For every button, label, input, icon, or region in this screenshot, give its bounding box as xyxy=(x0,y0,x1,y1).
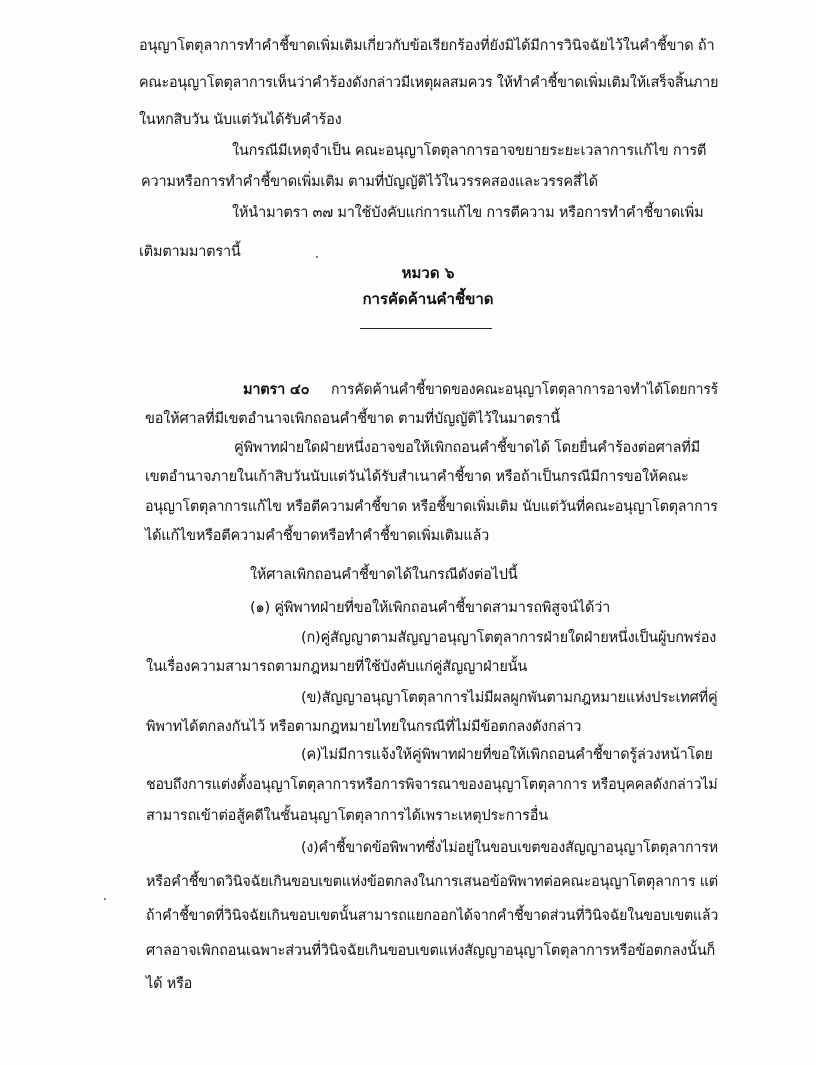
text-line: ได้แก้ไขหรือตีความคำชี้ขาดหรือทำคำชี้ขาดเพิ่มเติมแล้ว xyxy=(145,528,490,544)
text-line: ได้ หรือ xyxy=(146,976,193,992)
text-line: ศาลอาจเพิกถอนเฉพาะส่วนที่วินิจฉัยเกินขอบเขตแห่งสัญญาอนุญาโตตุลาการหรือข้อตกลงนั้นก็ xyxy=(146,943,716,959)
text-line: ในเรื่องความสามารถตามกฎหมายที่ใช้บังคับแก่คู่สัญญาฝ่ายนั้น xyxy=(146,659,528,675)
text-line: ให้นำมาตรา ๓๗ มาใช้บังคับแก่การแก้ไข การตีความ หรือการทำคำชี้ขาดเพิ่ม xyxy=(232,205,704,221)
text-line: เขตอำนาจภายในเก้าสิบวันนับแต่วันได้รับสำเนาคำชี้ขาด หรือถ้าเป็นกรณีมีการขอให้คณะ xyxy=(145,469,689,485)
text-line: การคัดค้านคำชี้ขาดของคณะอนุญาโตตุลาการอาจทำได้โดยการร้ xyxy=(331,382,719,398)
text-line: ความหรือการทำคำชี้ขาดเพิ่มเติม ตามที่บัญญัติไว้ในวรรคสองและวรรคสี่ได้ xyxy=(141,174,598,190)
text-line: อนุญาโตตุลาการแก้ไข หรือตีความคำชี้ขาด หรือชี้ขาดเพิ่มเติม นับแต่วันที่คณะอนุญาโตตุลาการ xyxy=(145,499,718,515)
text-line: คู่พิพาทฝ่ายใดฝ่ายหนึ่งอาจขอให้เพิกถอนคำชี้ขาดได้ โดยยื่นคำร้องต่อศาลที่มี xyxy=(234,440,701,456)
text-line: หรือคำชี้ขาดวินิจฉัยเกินขอบเขตแห่งข้อตกลงในการเสนอข้อพิพาทต่อคณะอนุญาโตตุลาการ แต่ xyxy=(146,874,718,890)
section-label: มาตรา ๔๐ xyxy=(243,382,310,398)
text-line: ถ้าคำชี้ขาดที่วินิจฉัยเกินขอบเขตนั้นสามารถแยกออกได้จากคำชี้ขาดส่วนที่วินิจฉัยในขอบเขตแล้ว xyxy=(146,908,719,924)
text-line: (ก)คู่สัญญาตามสัญญาอนุญาโตตุลาการฝ่ายใดฝ่ายหนึ่งเป็นผู้บกพร่อง xyxy=(301,630,717,646)
text-line: คณะอนุญาโตตุลาการเห็นว่าคำร้องดังกล่าวมีเหตุผลสมควร ให้ทำคำชี้ขาดเพิ่มเติมให้เสร็จสิ้นภาย xyxy=(139,75,719,91)
scan-speck xyxy=(104,898,106,900)
text-line: สามารถเข้าต่อสู้คดีในชั้นอนุญาโตตุลาการได้เพราะเหตุประการอื่น xyxy=(146,808,548,824)
text-line: ชอบถึงการแต่งตั้งอนุญาโตตุลาการหรือการพิจารณาของอนุญาโตตุลาการ หรือบุคคลดังกล่าวไม่ xyxy=(146,777,718,793)
text-line: เติมตามมาตรานี้ xyxy=(139,244,241,260)
chapter-title: การคัดค้านคำชี้ขาด xyxy=(362,290,494,308)
text-line: (๑) คู่พิพาทฝ่ายที่ขอให้เพิกถอนคำชี้ขาดสามารถพิสูจน์ได้ว่า xyxy=(250,600,611,616)
text-line: ในหกสิบวัน นับแต่วันได้รับคำร้อง xyxy=(139,112,342,128)
heading-divider xyxy=(360,328,492,329)
text-line: (ข)สัญญาอนุญาโตตุลาการไม่มีผลผูกพันตามกฎหมายแห่งประเทศที่คู่ xyxy=(301,690,718,706)
text-line: พิพาทได้ตกลงกันไว้ หรือตามกฎหมายไทยในกรณีที่ไม่มีข้อตกลงดังกล่าว xyxy=(146,719,582,735)
text-line: ให้ศาลเพิกถอนคำชี้ขาดได้ในกรณีดังต่อไปนี้ xyxy=(250,567,518,583)
scan-speck xyxy=(316,256,318,258)
text-line: (ง)คำชี้ขาดข้อพิพาทซึ่งไม่อยู่ในขอบเขตของสัญญาอนุญาโตตุลาการห xyxy=(301,840,718,856)
text-line: ขอให้ศาลที่มีเขตอำนาจเพิกถอนคำชี้ขาด ตามที่บัญญัติไว้ในมาตรานี้ xyxy=(145,411,560,427)
text-line: ในกรณีมีเหตุจำเป็น คณะอนุญาโตตุลาการอาจขยายระยะเวลาการแก้ไข การตี xyxy=(232,143,707,159)
text-line: อนุญาโตตุลาการทำคำชี้ขาดเพิ่มเติมเกี่ยวกับข้อเรียกร้องที่ยังมิได้มีการวินิจฉัยไว้ในคำชี้ขาด ถ้า xyxy=(139,38,715,54)
chapter-number: หมวด ๖ xyxy=(401,264,455,282)
text-line: (ค)ไม่มีการแจ้งให้คู่พิพาทฝ่ายที่ขอให้เพิกถอนคำชี้ขาดรู้ล่วงหน้าโดย xyxy=(301,747,713,763)
